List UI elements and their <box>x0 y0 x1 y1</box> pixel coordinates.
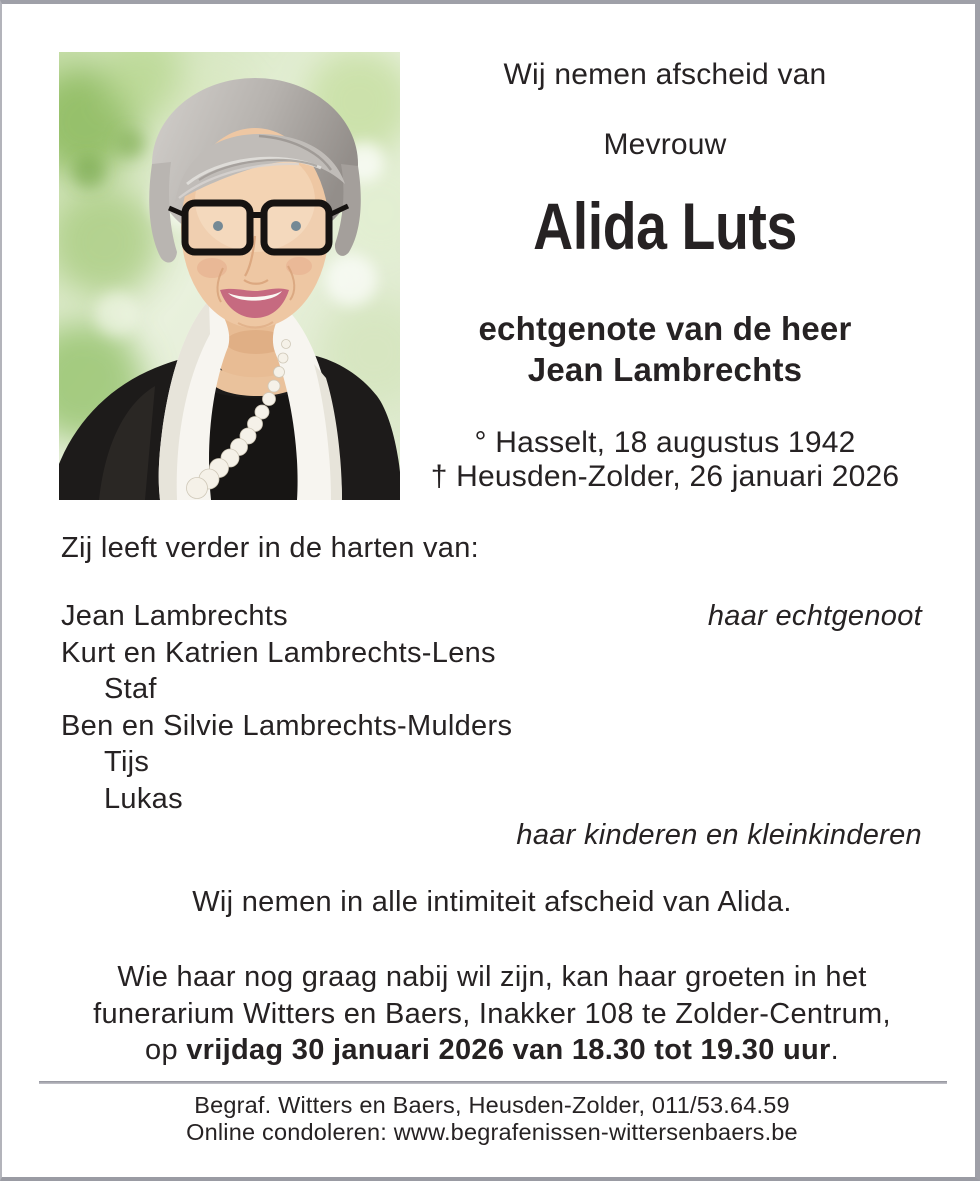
family-member-name: Tijs <box>104 746 150 778</box>
divider-rule <box>39 1081 947 1084</box>
deceased-name <box>405 190 925 262</box>
closing-relation-label: haar kinderen en kleinkinderen <box>516 819 922 851</box>
family-heading: Zij leeft verder in de harten van: <box>61 532 480 564</box>
family-row <box>61 781 922 818</box>
visitation-line-2: funerarium Witters en Baers, Inakker 108 te Zolder-Centrum, <box>93 997 891 1030</box>
spouse-name: Jean Lambrechts <box>527 351 803 388</box>
family-member-name: Ben en Silvie Lambrechts-Mulders <box>61 709 513 742</box>
family-member-name: Jean Lambrechts <box>61 600 288 632</box>
portrait-photo-illustration <box>59 52 400 500</box>
visitation-date-time: vrijdag 30 januari 2026 van 18.30 tot 19.30 uur <box>186 1034 831 1066</box>
farewell-line: Wij nemen in alle intimiteit afscheid van Alida. <box>192 886 792 918</box>
intro-line: Wij nemen afscheid van <box>503 58 827 91</box>
condolences-line: Online condoleren: www.begrafenissen-wittersenbaers.be <box>186 1119 798 1145</box>
visitation-line-3-suffix: . <box>830 1034 839 1066</box>
family-member-name: Staf <box>104 673 157 705</box>
family-row <box>61 635 922 672</box>
footer <box>2 1092 980 1146</box>
family-list <box>61 598 922 854</box>
family-row <box>61 708 922 745</box>
family-member-name: Lukas <box>104 782 183 815</box>
family-row <box>61 671 922 708</box>
visitation-paragraph <box>2 959 980 1069</box>
visitation-line-3 <box>2 1032 980 1069</box>
visitation-line-1: Wie haar nog graag nabij wil zijn, kan haar groeten in het <box>117 961 867 993</box>
deceased-name-text: Alida Luts <box>533 189 797 263</box>
family-row <box>61 598 922 635</box>
family-row <box>61 744 922 781</box>
birth-line: ° Hasselt, 18 augustus 1942 <box>474 426 856 459</box>
dates-block <box>405 426 925 494</box>
family-relation-label: haar echtgenoot <box>707 600 922 632</box>
portrait-photo <box>59 52 400 500</box>
salutation: Mevrouw <box>603 128 727 161</box>
spouse-prefix: echtgenote van de heer <box>478 310 852 347</box>
spouse-block <box>405 308 925 390</box>
death-line: † Heusden-Zolder, 26 januari 2026 <box>430 460 900 493</box>
visitation-line-3-prefix: op <box>145 1034 187 1066</box>
undertaker-line: Begraf. Witters en Baers, Heusden-Zolder, 011/53.64.59 <box>194 1092 790 1118</box>
family-member-name: Kurt en Katrien Lambrechts-Lens <box>61 636 496 669</box>
